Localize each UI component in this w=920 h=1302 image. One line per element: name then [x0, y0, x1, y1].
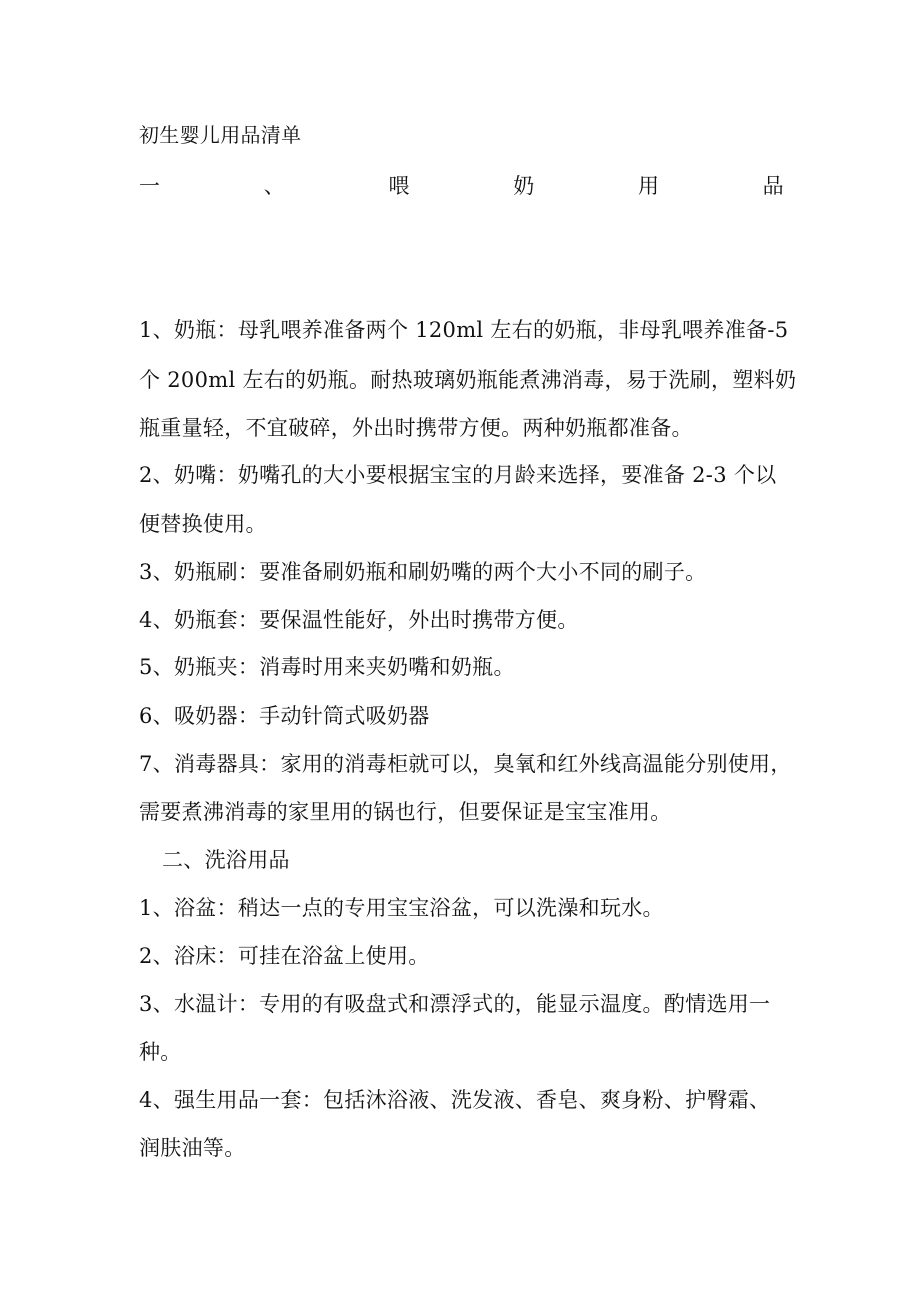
paragraph-line: 6、吸奶器：手动针筒式吸奶器	[139, 704, 430, 728]
paragraph-line: 7、消毒器具：家用的消毒柜就可以，臭氧和红外线高温能分别使用，	[139, 752, 792, 776]
paragraph-line: 瓶重量轻，不宜破碎，外出时携带方便。两种奶瓶都准备。	[139, 416, 693, 440]
paragraph-line: 1、奶瓶：母乳喂养准备两个 120ml 左右的奶瓶，非母乳喂养准备-5	[139, 318, 789, 342]
paragraph-line: 4、奶瓶套：要保温性能好，外出时携带方便。	[139, 608, 579, 632]
paragraph-line: 5、奶瓶夹：消毒时用来夹奶嘴和奶瓶。	[139, 655, 515, 679]
heading-char: 喂	[388, 174, 410, 198]
heading-char: 、	[263, 174, 286, 198]
paragraph-line: 个 200ml 左右的奶瓶。耐热玻璃奶瓶能煮沸消毒，易于洗刷，塑料奶	[139, 368, 797, 392]
heading-char: 品	[762, 174, 784, 198]
paragraph-line: 3、奶瓶刷：要准备刷奶瓶和刷奶嘴的两个大小不同的刷子。	[139, 560, 707, 584]
heading-char: 用	[637, 174, 660, 198]
paragraph-line: 润肤油等。	[139, 1136, 246, 1160]
paragraph-line: 4、强生用品一套：包括沐浴液、洗发液、香皂、爽身粉、护臀霜、	[139, 1088, 771, 1112]
paragraph-line: 种。	[139, 1040, 182, 1064]
heading-char: 奶	[513, 174, 535, 198]
paragraph-line: 3、水温计：专用的有吸盘式和漂浮式的，能显示温度。酌情选用一	[139, 992, 771, 1016]
paragraph-line: 需要煮沸消毒的家里用的锅也行，但要保证是宝宝准用。	[139, 800, 672, 824]
section-heading-bathing: 二、洗浴用品	[162, 848, 290, 872]
paragraph-line: 1、浴盆：稍达一点的专用宝宝浴盆，可以洗澡和玩水。	[139, 896, 664, 920]
document-title: 初生婴儿用品清单	[139, 123, 302, 147]
section-heading-feeding	[139, 172, 784, 200]
paragraph-line: 2、浴床：可挂在浴盆上使用。	[139, 944, 430, 968]
paragraph-line: 便替换使用。	[139, 512, 267, 536]
heading-char: 一	[139, 174, 161, 198]
paragraph-line: 2、奶嘴：奶嘴孔的大小要根据宝宝的月龄来选择，要准备 2-3 个以	[139, 463, 777, 487]
